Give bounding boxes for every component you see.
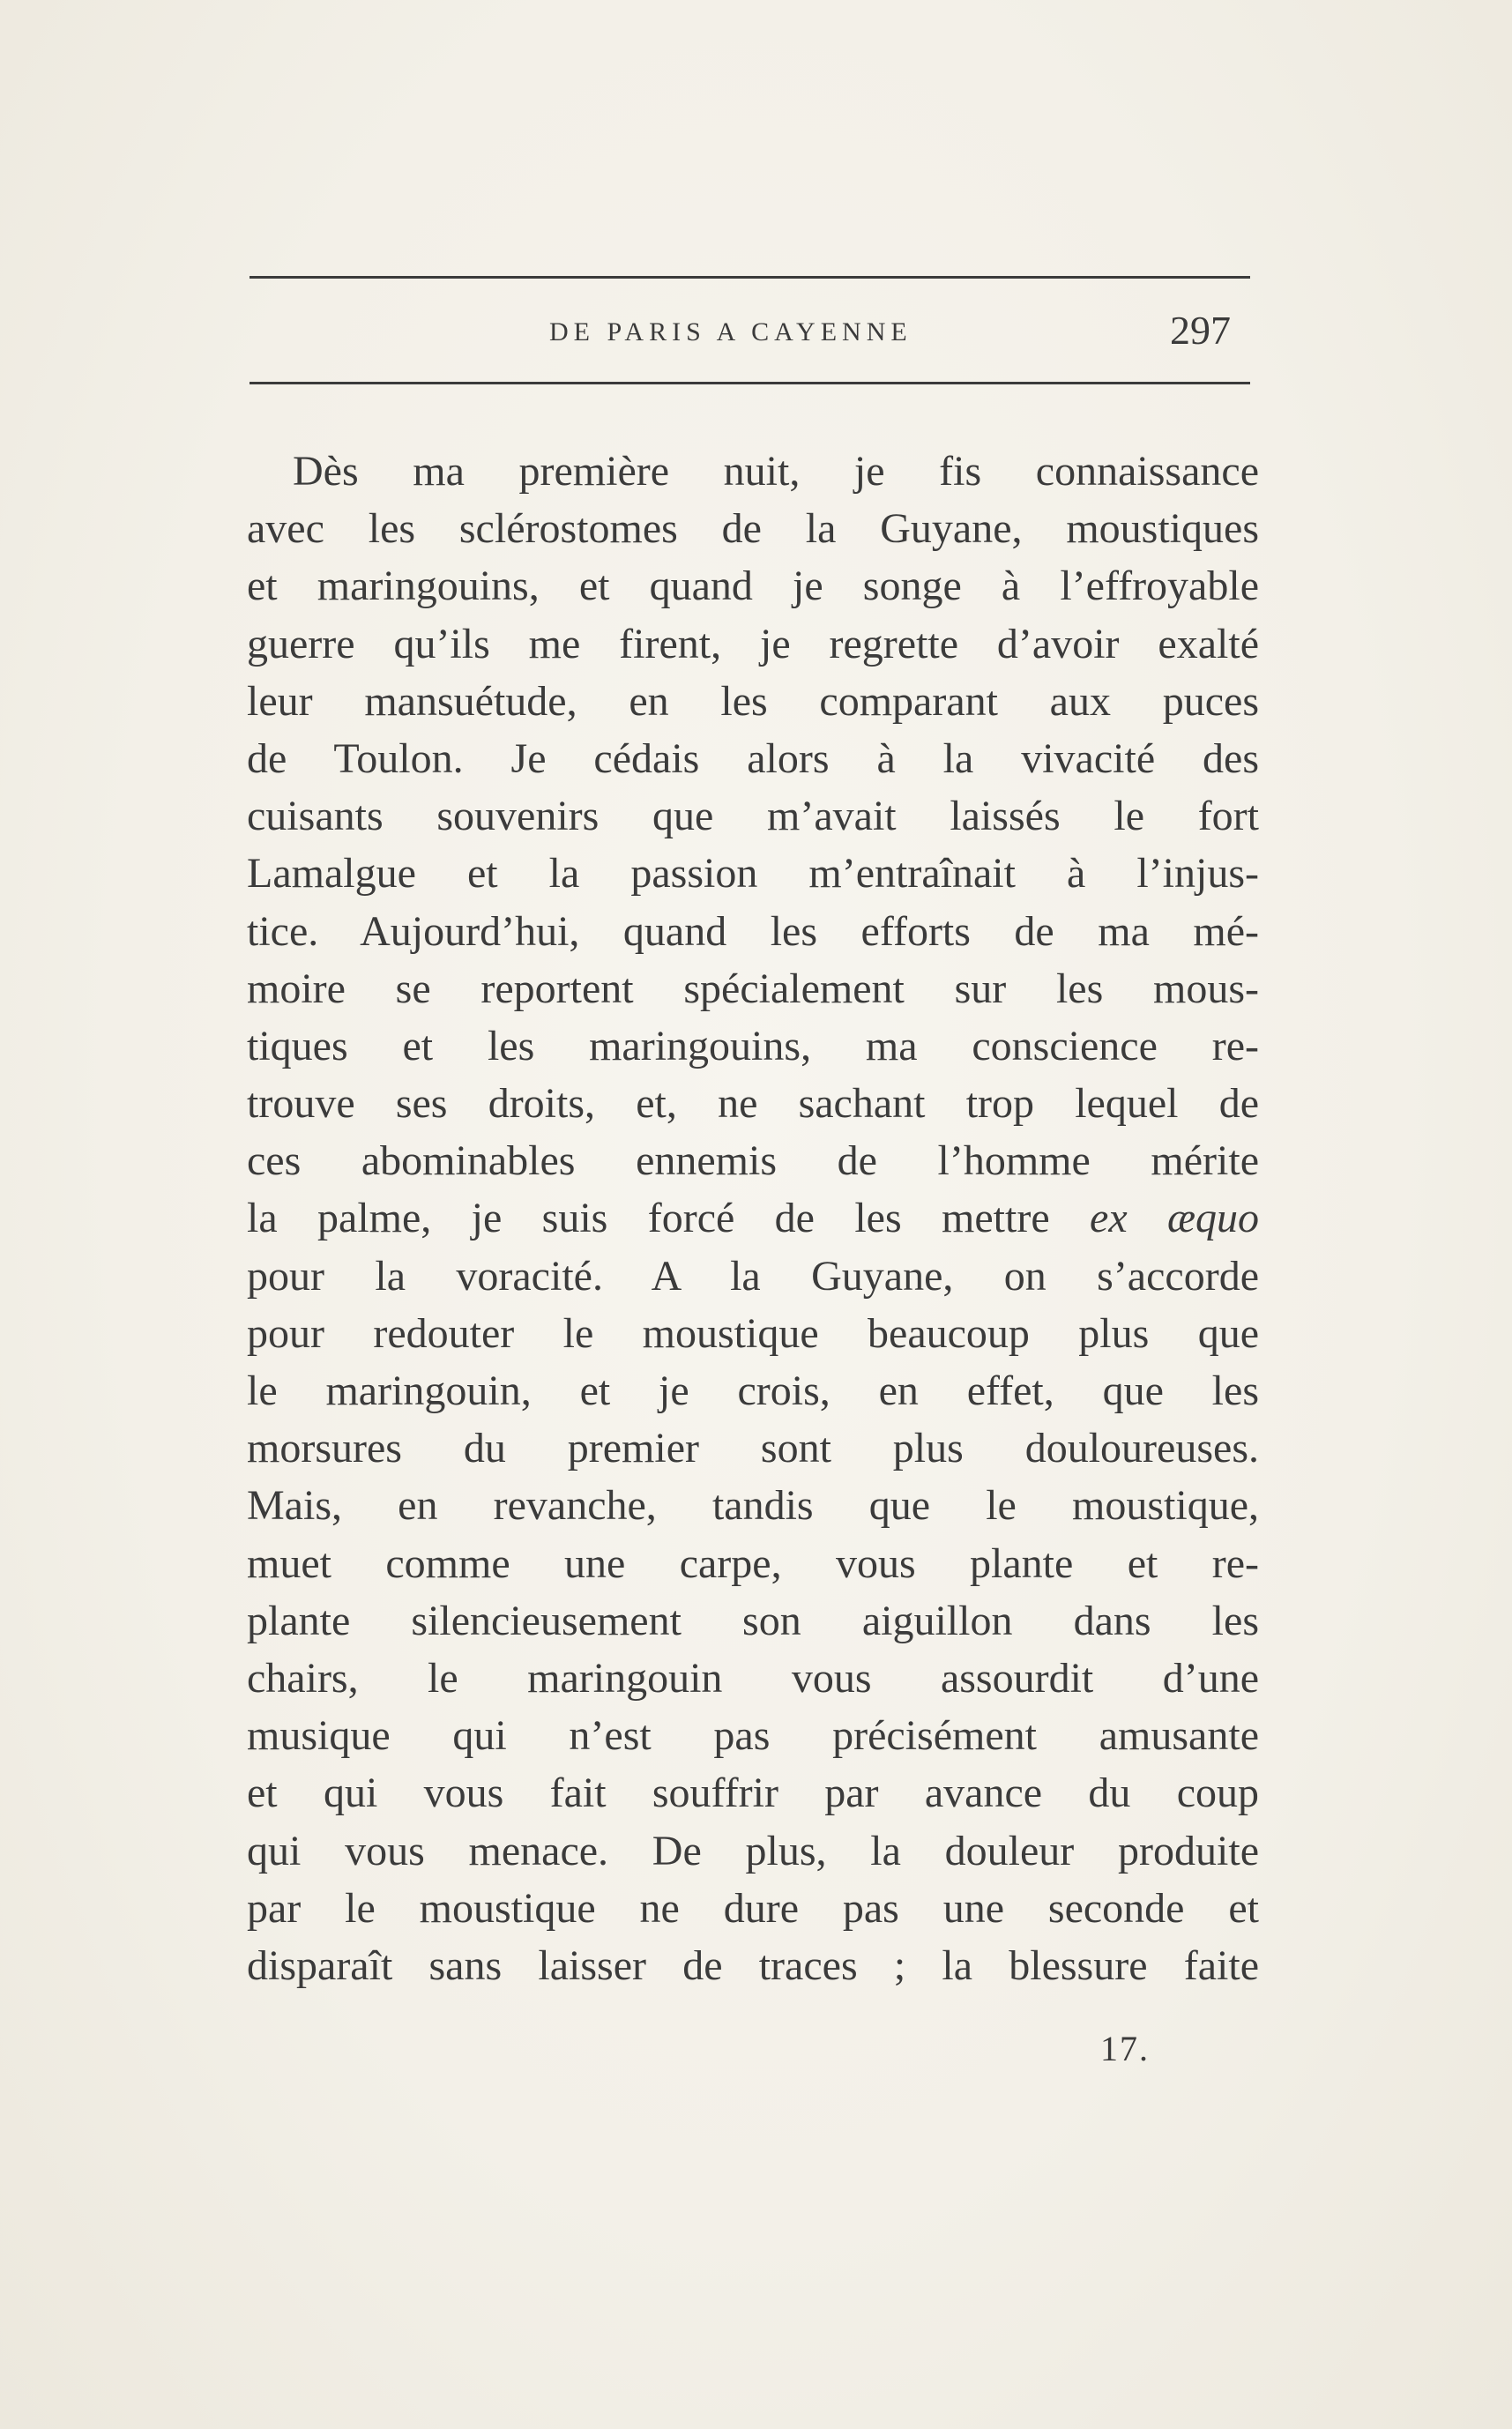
text-line: trouve ses droits, et, ne sachant trop lequel de	[247, 1080, 1259, 1128]
text-line: cuisants souvenirs que m’avait laissés le fort	[247, 793, 1259, 840]
text-line: Dès ma première nuit, je fis connaissance	[293, 448, 1259, 495]
body-text	[247, 443, 1259, 1994]
text-line: pour la voracité. A la Guyane, on s’accorde	[247, 1252, 1259, 1300]
text-line: Lamalgue et la passion m’entraînait à l’injus-	[247, 850, 1259, 898]
page-number: 297	[1170, 308, 1231, 353]
text-line: morsures du premier sont plus douloureuses.	[247, 1425, 1259, 1472]
text-line: Mais, en revanche, tandis que le moustique,	[247, 1482, 1259, 1530]
text-line: ces abominables ennemis de l’homme mérite	[247, 1137, 1259, 1185]
text-line-start: la palme, je suis forcé de les mettre	[247, 1195, 1050, 1242]
text-line: de Toulon. Je cédais alors à la vivacité des	[247, 734, 1259, 782]
text-line: guerre qu’ils me firent, je regrette d’avoir exalté	[247, 620, 1259, 667]
text-line: disparaît sans laisser de traces ; la blessure faite	[247, 1941, 1259, 1989]
text-line: chairs, le maringouin vous assourdit d’une	[247, 1654, 1259, 1702]
signature-mark: 17.	[1100, 2029, 1150, 2068]
text-line: le maringouin, et je crois, en effet, que les	[247, 1367, 1259, 1414]
text-line: plante silencieusement son aiguillon dans les	[247, 1597, 1259, 1644]
text-line: tice. Aujourd’hui, quand les efforts de ma mé-	[247, 907, 1259, 955]
text-line: qui vous menace. De plus, la douleur produite	[247, 1827, 1259, 1874]
text-line-with-italic	[247, 1189, 1259, 1247]
running-title: DE PARIS A CAYENNE	[549, 317, 912, 346]
header-bottom-rule	[250, 382, 1250, 384]
text-line: et qui vous fait souffrir par avance du coup	[247, 1770, 1259, 1817]
text-line: leur mansuétude, en les comparant aux puces	[247, 677, 1259, 725]
text-line: pour redouter le moustique beaucoup plus que	[247, 1309, 1259, 1357]
text-line: et maringouins, et quand je songe à l’effroyable	[247, 563, 1259, 610]
text-line: par le moustique ne dure pas une seconde et	[247, 1884, 1259, 1932]
text-line: avec les sclérostomes de la Guyane, moustiques	[247, 505, 1259, 553]
text-line: moire se reportent spécialement sur les mous-	[247, 965, 1259, 1012]
text-line: tiques et les maringouins, ma conscience re-	[247, 1022, 1259, 1069]
running-head	[250, 310, 1250, 354]
italic-phrase: ex æquo	[1090, 1195, 1260, 1242]
text-line: musique qui n’est pas précisément amusante	[247, 1712, 1259, 1760]
header-top-rule	[250, 276, 1250, 279]
text-line: muet comme une carpe, vous plante et re-	[247, 1539, 1259, 1587]
